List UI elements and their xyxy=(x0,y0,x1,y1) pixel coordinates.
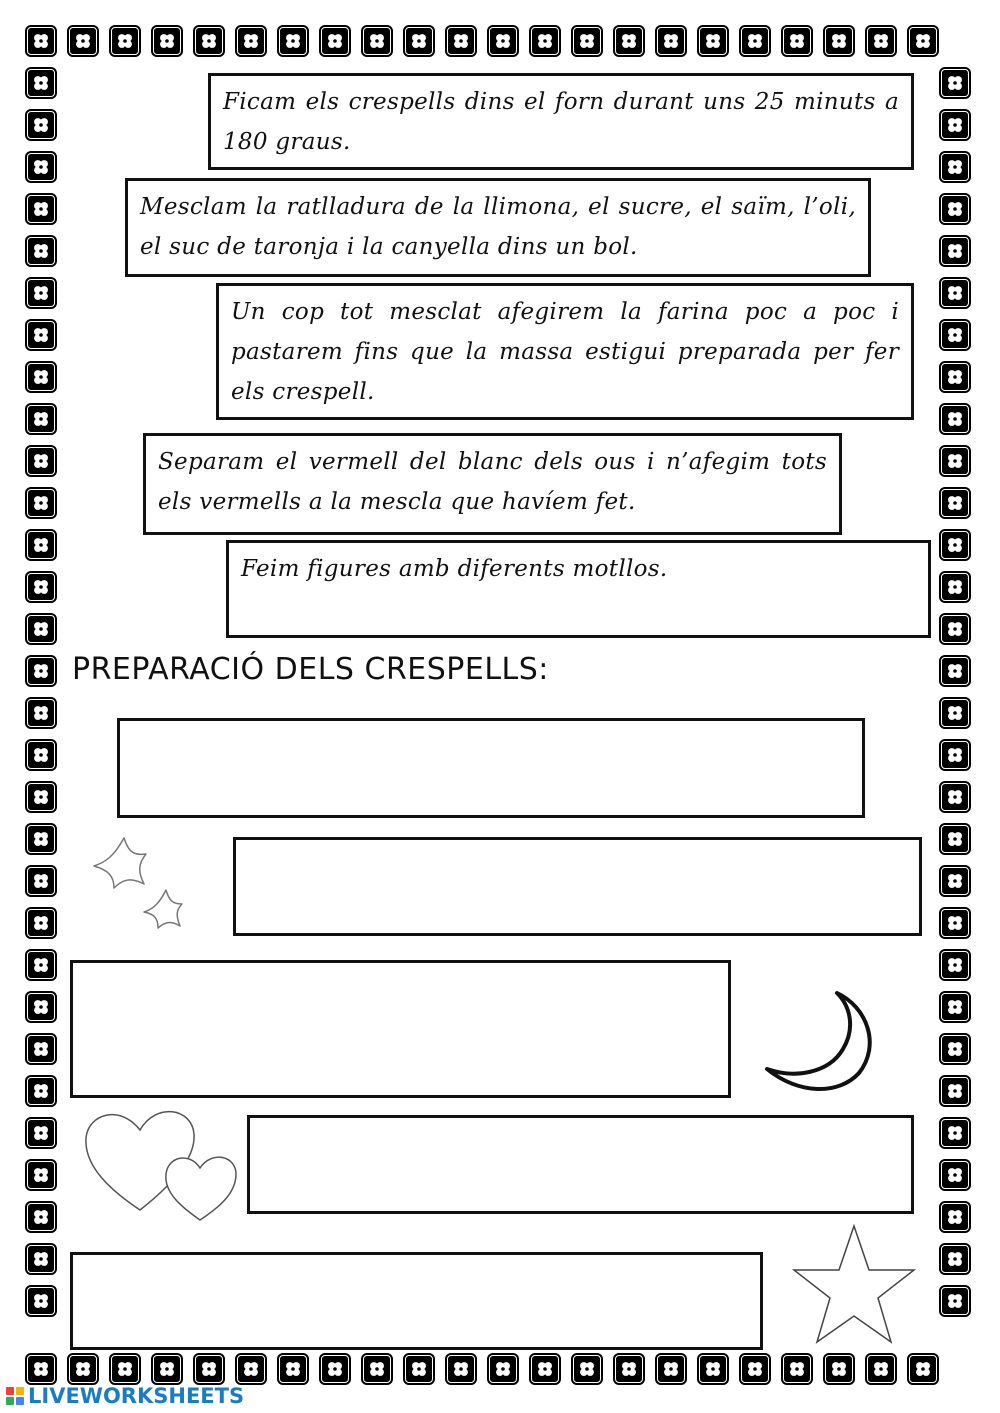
clover-tile-icon xyxy=(25,1159,57,1191)
answer-box-3[interactable] xyxy=(70,960,731,1098)
clover-tile-icon xyxy=(25,655,57,687)
clover-tile-icon xyxy=(25,949,57,981)
clover-tile-icon xyxy=(907,1353,939,1385)
step-card-3[interactable] xyxy=(216,283,914,420)
clover-tile-icon xyxy=(697,1353,729,1385)
clover-tile-icon xyxy=(25,571,57,603)
clover-tile-icon xyxy=(319,25,351,57)
clover-tile-icon xyxy=(25,277,57,309)
clover-tile-icon xyxy=(235,25,267,57)
section-heading: PREPARACIÓ DELS CRESPELLS: xyxy=(72,652,549,687)
clover-tile-icon xyxy=(25,823,57,855)
clover-tile-icon xyxy=(939,109,971,141)
clover-tile-icon xyxy=(487,25,519,57)
clover-tile-icon xyxy=(151,25,183,57)
clover-tile-icon xyxy=(655,1353,687,1385)
clover-tile-icon xyxy=(939,1117,971,1149)
clover-tile-icon xyxy=(25,403,57,435)
clover-tile-icon xyxy=(277,1353,309,1385)
clover-tile-icon xyxy=(781,1353,813,1385)
two-hearts-icon xyxy=(80,1100,240,1225)
clover-tile-icon xyxy=(25,487,57,519)
step-text: Separam el vermell del blanc dels ous i n’afegim tots els vermells a la mescla que havíem fet. xyxy=(158,449,827,515)
clover-tile-icon xyxy=(361,25,393,57)
clover-tile-icon xyxy=(865,1353,897,1385)
clover-tile-icon xyxy=(445,25,477,57)
clover-tile-icon xyxy=(487,1353,519,1385)
two-stars-icon xyxy=(86,832,196,947)
clover-tile-icon xyxy=(445,1353,477,1385)
clover-tile-icon xyxy=(939,403,971,435)
clover-tile-icon xyxy=(571,25,603,57)
step-card-2[interactable] xyxy=(125,178,871,277)
clover-tile-icon xyxy=(823,1353,855,1385)
clover-tile-icon xyxy=(939,655,971,687)
clover-tile-icon xyxy=(939,445,971,477)
clover-tile-icon xyxy=(939,991,971,1023)
clover-tile-icon xyxy=(939,1285,971,1317)
star-outline-icon xyxy=(792,1222,917,1347)
clover-tile-icon xyxy=(25,781,57,813)
step-card-4[interactable] xyxy=(143,433,842,535)
clover-tile-icon xyxy=(25,235,57,267)
clover-tile-icon xyxy=(25,445,57,477)
clover-tile-icon xyxy=(939,571,971,603)
clover-tile-icon xyxy=(25,319,57,351)
clover-tile-icon xyxy=(361,1353,393,1385)
clover-tile-icon xyxy=(25,1285,57,1317)
border-left xyxy=(20,62,62,1322)
step-card-1[interactable] xyxy=(208,73,914,170)
clover-tile-icon xyxy=(67,1353,99,1385)
clover-tile-icon xyxy=(939,865,971,897)
clover-tile-icon xyxy=(109,25,141,57)
clover-tile-icon xyxy=(939,151,971,183)
clover-tile-icon xyxy=(907,25,939,57)
step-text: Mesclam la ratlladura de la llimona, el sucre, el saïm, l’oli, el suc de taronja i la canyella dins un bol. xyxy=(140,194,856,260)
clover-tile-icon xyxy=(939,1243,971,1275)
clover-tile-icon xyxy=(939,739,971,771)
clover-tile-icon xyxy=(529,1353,561,1385)
clover-tile-icon xyxy=(939,697,971,729)
clover-tile-icon xyxy=(571,1353,603,1385)
clover-tile-icon xyxy=(67,25,99,57)
clover-tile-icon xyxy=(25,151,57,183)
clover-tile-icon xyxy=(939,781,971,813)
clover-tile-icon xyxy=(939,1159,971,1191)
clover-tile-icon xyxy=(939,487,971,519)
clover-tile-icon xyxy=(25,1033,57,1065)
clover-tile-icon xyxy=(939,1033,971,1065)
clover-tile-icon xyxy=(25,67,57,99)
clover-tile-icon xyxy=(25,1117,57,1149)
clover-tile-icon xyxy=(277,25,309,57)
answer-box-4[interactable] xyxy=(247,1115,914,1214)
crescent-moon-icon xyxy=(755,985,885,1100)
clover-tile-icon xyxy=(25,361,57,393)
clover-tile-icon xyxy=(939,529,971,561)
clover-tile-icon xyxy=(25,1243,57,1275)
clover-tile-icon xyxy=(655,25,687,57)
clover-tile-icon xyxy=(529,25,561,57)
clover-tile-icon xyxy=(939,613,971,645)
clover-tile-icon xyxy=(697,25,729,57)
clover-tile-icon xyxy=(193,25,225,57)
clover-tile-icon xyxy=(403,25,435,57)
clover-tile-icon xyxy=(939,193,971,225)
clover-tile-icon xyxy=(939,235,971,267)
clover-tile-icon xyxy=(403,1353,435,1385)
clover-tile-icon xyxy=(613,1353,645,1385)
clover-tile-icon xyxy=(939,1075,971,1107)
clover-tile-icon xyxy=(939,361,971,393)
clover-tile-icon xyxy=(25,739,57,771)
step-card-5[interactable] xyxy=(226,540,931,638)
clover-tile-icon xyxy=(939,319,971,351)
clover-tile-icon xyxy=(739,25,771,57)
liveworksheets-logo xyxy=(6,1384,244,1408)
clover-tile-icon xyxy=(939,823,971,855)
logo-squares-icon xyxy=(6,1387,24,1405)
clover-tile-icon xyxy=(939,907,971,939)
clover-tile-icon xyxy=(939,949,971,981)
clover-tile-icon xyxy=(151,1353,183,1385)
clover-tile-icon xyxy=(319,1353,351,1385)
step-text: Ficam els crespells dins el forn durant uns 25 minuts a 180 graus. xyxy=(223,89,899,155)
clover-tile-icon xyxy=(781,25,813,57)
clover-tile-icon xyxy=(25,109,57,141)
clover-tile-icon xyxy=(25,991,57,1023)
clover-tile-icon xyxy=(25,1353,57,1385)
clover-tile-icon xyxy=(25,907,57,939)
clover-tile-icon xyxy=(613,25,645,57)
clover-tile-icon xyxy=(939,1201,971,1233)
clover-tile-icon xyxy=(865,25,897,57)
clover-tile-icon xyxy=(823,25,855,57)
clover-tile-icon xyxy=(25,613,57,645)
brand-text: LIVEWORKSHEETS xyxy=(28,1384,245,1408)
clover-tile-icon xyxy=(25,193,57,225)
answer-box-5[interactable] xyxy=(70,1252,763,1350)
clover-tile-icon xyxy=(939,67,971,99)
step-text: Feim figures amb diferents motllos. xyxy=(241,556,668,582)
step-text: Un cop tot mesclat afegirem la farina poc a poc i pastarem fins que la massa estigui preparada per fer els crespell. xyxy=(231,299,899,405)
border-top xyxy=(20,20,944,62)
clover-tile-icon xyxy=(193,1353,225,1385)
clover-tile-icon xyxy=(25,697,57,729)
clover-tile-icon xyxy=(939,277,971,309)
clover-tile-icon xyxy=(25,1201,57,1233)
clover-tile-icon xyxy=(739,1353,771,1385)
clover-tile-icon xyxy=(25,529,57,561)
clover-tile-icon xyxy=(25,25,57,57)
answer-box-1[interactable] xyxy=(117,718,865,818)
border-right xyxy=(934,62,976,1322)
clover-tile-icon xyxy=(25,1075,57,1107)
clover-tile-icon xyxy=(109,1353,141,1385)
clover-tile-icon xyxy=(25,865,57,897)
answer-box-2[interactable] xyxy=(233,837,922,936)
clover-tile-icon xyxy=(235,1353,267,1385)
